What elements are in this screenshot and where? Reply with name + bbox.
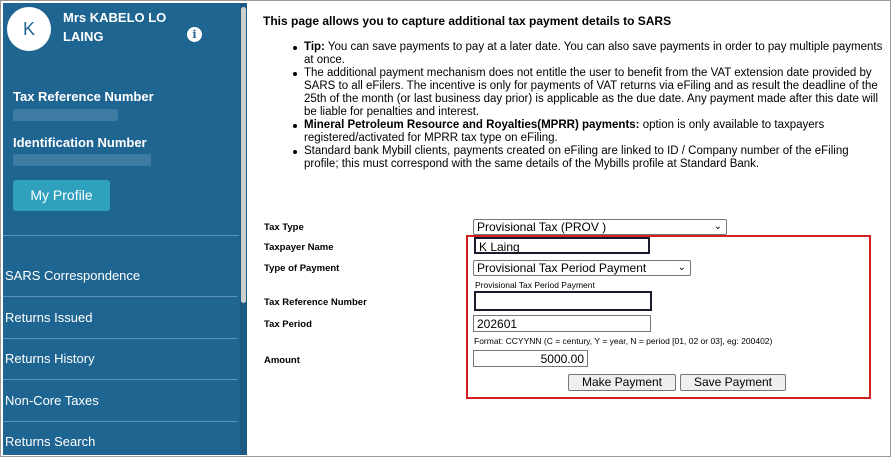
info-icon[interactable]: i [187,27,202,42]
nav-item-non-core-taxes[interactable]: Non-Core Taxes [5,393,99,408]
nav-item-returns-issued[interactable]: Returns Issued [5,310,93,325]
chevron-down-icon: ⌄ [677,262,686,273]
list-item [304,41,884,67]
mprr-text: option is only available to taxpayers registered/activated for MPRR tax type on eFiling. [304,119,825,144]
nav-item-sars-correspondence[interactable]: SARS Correspondence [5,268,141,283]
tax-period-input[interactable]: 202601 [473,315,651,332]
avatar[interactable]: K [7,7,51,51]
sidebar-divider [3,235,239,236]
identification-label: Identification Number [13,135,147,150]
make-payment-button[interactable]: Make Payment [568,374,676,391]
taxpayer-name-input[interactable]: K Laing [474,237,650,254]
payment-type-value: Provisional Tax Period Payment [477,261,647,275]
tax-period-label: Tax Period [264,319,312,330]
notes-list [304,41,884,171]
tax-reference-field-label: Tax Reference Number [264,297,367,308]
amount-label: Amount [264,355,300,366]
nav-item-returns-history[interactable]: Returns History [5,351,95,366]
tip-text: You can save payments to pay at a later date. You can also save payments in order to pay multiple payments at once. [304,41,883,66]
page-heading: This page allows you to capture additional tax payment details to SARS [263,14,672,28]
sidebar [3,3,247,455]
sidebar-scrollbar-thumb[interactable] [241,7,246,303]
tax-period-format-hint: Format: CCYYNN (C = century, Y = year, N = period [01, 02 or 03], eg: 200402) [474,336,773,346]
user-name: Mrs KABELO LO LAING [63,10,167,44]
tax-type-select[interactable] [473,219,727,235]
my-profile-button[interactable]: My Profile [13,180,110,211]
nav-item-returns-search[interactable]: Returns Search [5,434,96,449]
tax-type-label: Tax Type [264,222,304,233]
tax-reference-redacted [13,109,118,121]
tax-type-value: Provisional Tax (PROV ) [477,220,607,234]
tax-reference-input[interactable] [474,291,652,311]
main-content [248,3,888,454]
list-item [304,145,884,171]
tip-bold: Tip: [304,41,325,53]
list-item [304,119,884,145]
mprr-bold: Mineral Petroleum Resource and Royalties(MPRR) payments: [304,119,640,131]
payment-type-label: Type of Payment [264,263,340,274]
payment-type-note: Provisional Tax Period Payment [475,280,595,290]
tax-reference-label: Tax Reference Number [13,89,154,104]
amount-input[interactable]: 5000.00 [473,350,588,367]
additional-note: The additional payment mechanism does not entitle the user to benefit from the VAT extension date provided by SARS to all eFilers. The incentive is only for payments of VAT returns via eFiling and as result the deadline of the 25th of the month (or last business day prior) is applicable as the due date. Any payment made after this date will be liable for penalties and interest. [304,67,879,118]
mybill-note: Standard bank Mybill clients, payments created on eFiling are linked to ID / Company number of the eFiling profile; this must correspond with the same details of the Mybills profile at Standard Bank. [304,145,849,170]
taxpayer-name-label: Taxpayer Name [264,242,334,253]
payment-type-select[interactable] [473,260,691,276]
list-item [304,67,884,119]
chevron-down-icon: ⌄ [713,221,722,232]
save-payment-button[interactable]: Save Payment [680,374,786,391]
identification-redacted [13,154,151,166]
